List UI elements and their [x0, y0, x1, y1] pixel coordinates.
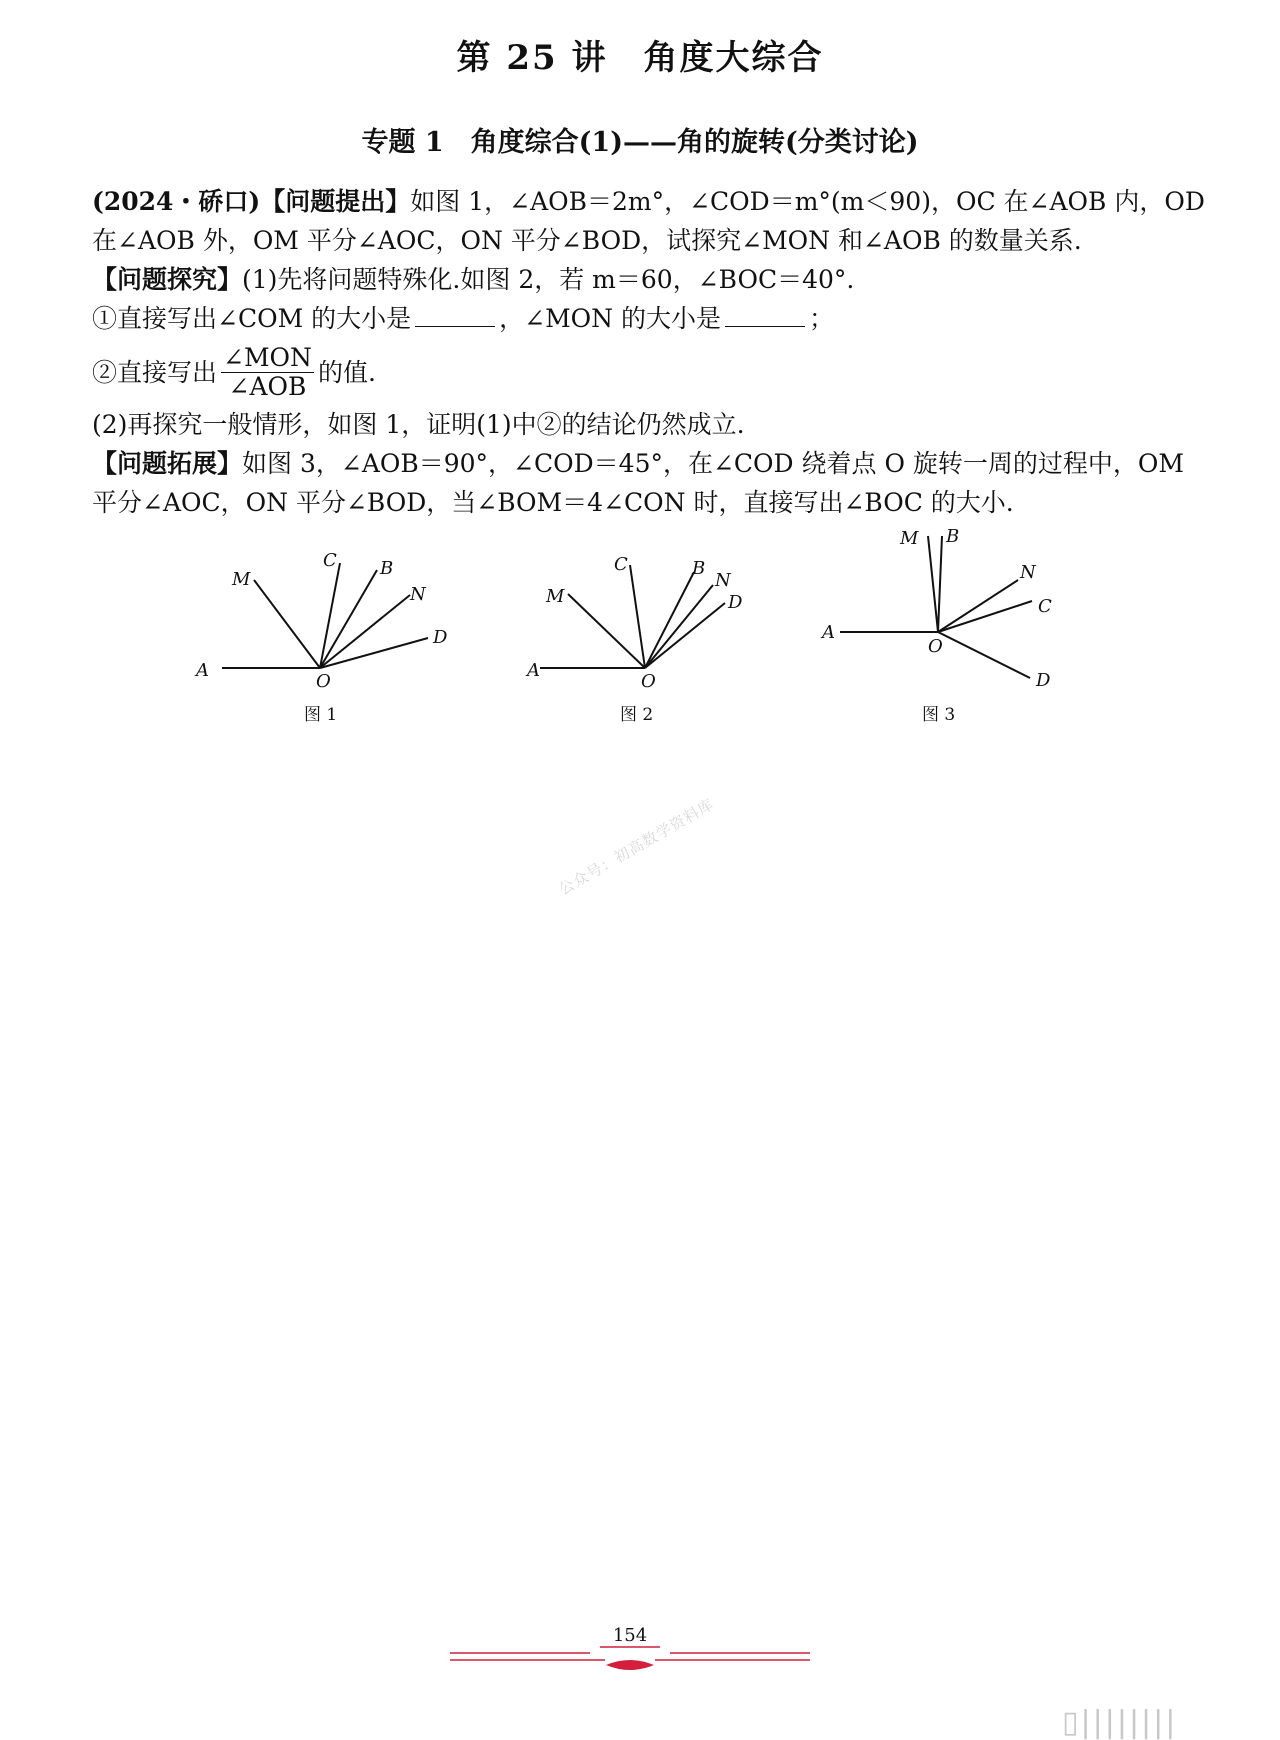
q1-prefix: ①直接写出∠COM 的大小是	[92, 304, 412, 333]
problem-line-5: (2)再探究一般情形，如图 1，证明(1)中②的结论仍然成立.	[92, 410, 745, 439]
scan-mark-icon: ▯||||||||	[1062, 1705, 1178, 1740]
fig1-label-c: C	[323, 550, 337, 571]
problem-line-1	[92, 182, 1205, 221]
problem-source: (2024・硚口)	[92, 187, 261, 216]
fig1-label-n: N	[410, 584, 426, 605]
tag-explore: 【问题探究】	[92, 265, 243, 294]
fig3-label-a: A	[822, 622, 835, 643]
fig3-label-m: M	[900, 528, 919, 549]
problem-text	[92, 182, 1205, 522]
figure-1-caption: 图 1	[304, 705, 338, 725]
tag-propose: 【问题提出】	[260, 187, 411, 216]
fraction-denominator: ∠AOB	[228, 372, 307, 401]
q2-suffix: 的值.	[317, 358, 376, 387]
fig2-label-a: A	[527, 660, 540, 681]
question-1	[92, 299, 1192, 338]
figure-2-lines	[540, 565, 725, 668]
figure-2-caption: 图 2	[620, 705, 654, 725]
fig2-label-o: O	[641, 671, 656, 692]
fig2-label-n: N	[715, 570, 731, 591]
page-footer	[440, 1625, 820, 1685]
tag-extend: 【问题拓展】	[92, 449, 243, 478]
figure-1-lines	[222, 563, 428, 668]
figure-3-caption: 图 3	[922, 705, 956, 725]
fig3-label-c: C	[1038, 596, 1052, 617]
fig2-label-b: B	[692, 558, 706, 579]
problem-line-6-text: 如图 3，∠AOB＝90°，∠COD＝45°，在∠COD 绕着点 O 旋转一周的过程中，OM	[242, 449, 1185, 478]
fig2-label-m: M	[546, 586, 565, 607]
fig3-label-n: N	[1020, 562, 1036, 583]
q1-end: ；	[809, 304, 835, 333]
fig1-label-d: D	[433, 627, 448, 648]
fig2-label-c: C	[614, 554, 628, 575]
fig1-label-o: O	[316, 671, 331, 692]
problem-line-2: 在∠AOB 外，OM 平分∠AOC，ON 平分∠BOD，试探究∠MON 和∠AOB 的数量关系.	[92, 226, 1082, 255]
watermark: 公众号：初高数学资料库	[555, 795, 718, 899]
chapter-title: 第 25 讲 角度大综合	[456, 38, 824, 78]
fig1-label-a: A	[196, 660, 209, 681]
question-2	[92, 344, 1192, 401]
problem-line-1-text: 如图 1，∠AOB＝2m°，∠COD＝m°(m＜90)，OC 在∠AOB 内，OD	[410, 187, 1205, 216]
fig3-label-o: O	[928, 636, 943, 657]
fig1-label-b: B	[380, 558, 394, 579]
fig2-label-d: D	[728, 592, 743, 613]
section-title: 专题 1 角度综合(1)——角的旋转(分类讨论)	[361, 127, 919, 158]
fig1-label-m: M	[232, 569, 251, 590]
answer-blank-com[interactable]	[415, 304, 495, 327]
problem-line-3	[92, 260, 1192, 299]
problem-line-7: 平分∠AOC，ON 平分∠BOD，当∠BOM＝4∠CON 时，直接写出∠BOC 的大小.	[92, 488, 1014, 517]
fraction-numerator: ∠MON	[223, 343, 312, 372]
answer-blank-mon[interactable]	[725, 304, 805, 327]
page-number: 154	[612, 1625, 648, 1646]
ratio-fraction	[221, 344, 314, 401]
fig3-label-d: D	[1036, 670, 1051, 691]
fig3-label-b: B	[946, 526, 960, 547]
q1-mid: ，∠MON 的大小是	[499, 304, 721, 333]
q2-prefix: ②直接写出	[92, 358, 218, 387]
problem-line-6	[92, 444, 1192, 483]
problem-line-3-text: (1)先将问题特殊化.如图 2，若 m＝60，∠BOC＝40°.	[242, 265, 855, 294]
